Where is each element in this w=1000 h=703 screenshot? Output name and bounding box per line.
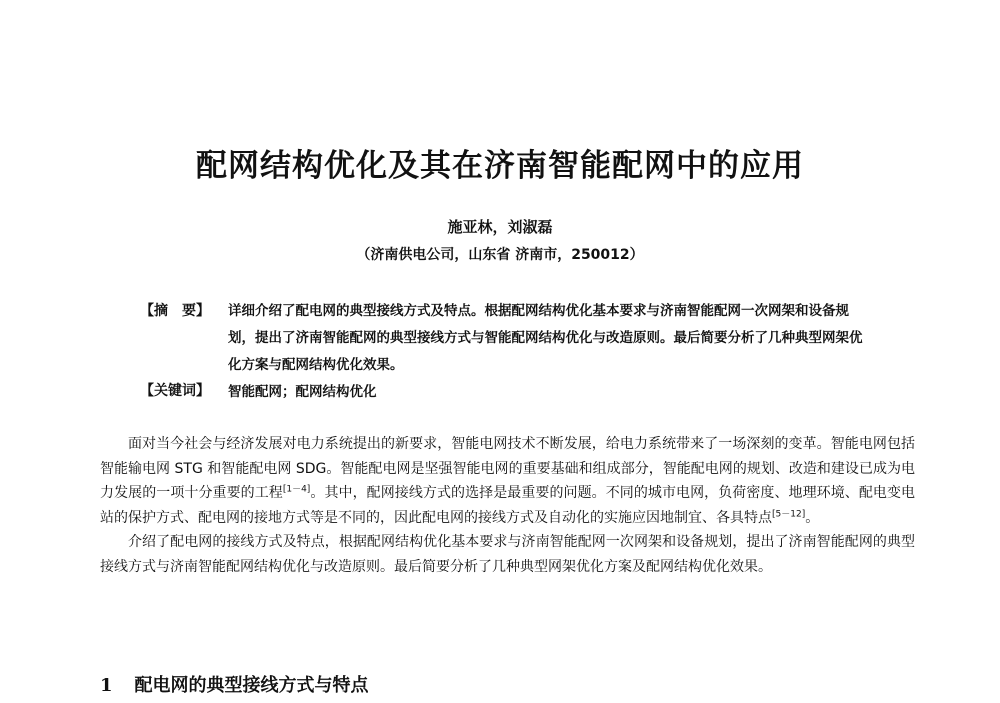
paragraph-1-text-b: 。其中，配网接线方式的选择是最重要的问题。不同的城市电网，负荷密度、地理环境、配电变电站的保护方式、配电网的接地方式等是不同的，因此配电网的接线方式及自动化的实施应因地制宜、各具特点: [100, 485, 916, 526]
keywords-text: 智能配网；配网结构优化: [228, 384, 377, 400]
author-affiliation: （济南供电公司，山东省 济南市，250012）: [356, 247, 644, 263]
body-text: [100, 432, 915, 579]
body-paragraph-1: [100, 432, 915, 530]
paragraph-1-text-a: 面对当今社会与经济发展对电力系统提出的新要求，智能电网技术不断发展，给电力系统带来了一场深刻的变革。智能电网包括智能输电网 STG 和智能配电网 SDG。智能配电网是坚强智能电网的重要基础和组成部分，智能配电网的规划、改造和建设已成为电力发展的一项十分重要的工程: [100, 436, 915, 501]
abstract-text: 详细介绍了配电网的典型接线方式及特点。根据配网结构优化基本要求与济南智能配网一次网架和设备规划，提出了济南智能配网的典型接线方式与智能配网结构优化与改造原则。最后简要分析了几种典型网架优化方案与配网结构优化效果。: [228, 303, 863, 373]
author-list: 施亚林，刘淑磊: [447, 218, 553, 236]
section-number: 1: [100, 675, 113, 696]
body-paragraph-2: 介绍了配电网的接线方式及特点，根据配网结构优化基本要求与济南智能配网一次网架和设备规划，提出了济南智能配网的典型接线方式与济南智能配网结构优化与改造原则。最后简要分析了几种典型网架优化方案及配网结构优化效果。: [100, 534, 915, 575]
section-title: 配电网的典型接线方式与特点: [134, 675, 369, 696]
citation-5-12: [5－12]: [772, 508, 806, 519]
paper-title: 配网结构优化及其在济南智能配网中的应用: [196, 148, 804, 184]
section-heading: [100, 671, 369, 697]
citation-1-4: [1－4]: [282, 484, 311, 495]
paragraph-1-text-c: 。: [805, 509, 820, 526]
abstract-label: 【摘 要】: [140, 303, 210, 319]
keywords-label: 【关键词】: [140, 383, 210, 399]
